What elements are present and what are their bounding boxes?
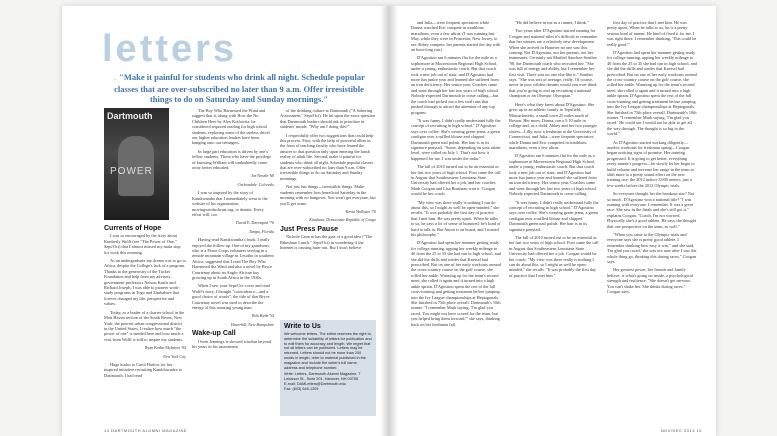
letter-paragraph: Huge kudos to Carol Harlow for her inspired initiative recruiting Kamblawadza to Dartmouth. I had read (104, 361, 183, 378)
article-paragraph: D'Agostino ran 6 minutes flat for the mile as a sophomore at Moorestown Regional High School, under a young, enthusiastic coach. But that coach took a new job out of state, and D'Agostino had more fun junior year and learned she suffered from an iron deficiency. Her senior year, Coaches came and went through her last two years of high school. Nobody expected Dartmouth to come calling—but the coach had picked out a few trial runs that pushed through to attract the attention of any top program. (411, 55, 500, 115)
letter-paragraph: Today, as a leader of a charter school in the Mott Haven section of the South Bronx, New York, the poorest urban congressional district in the United States, I realize how much "the power of one" is needed here and how much a visit from Wolff is still to inspire my students. (104, 309, 185, 342)
letter-paragraph: of the drinking culture at Dartmouth ("A Sobering Assessment," Sept/Oct). He hit upon the exact question that Dartmouth leaders should ask to prioritize in students' minds: "Why am I doing this?" (280, 108, 376, 130)
pull-quote-text: "Make it painful for students who drink all night. Schedule popular classes that are over-subscribed no later than 9 a.m. Offer irresistible things to do on Saturday and Sunday mornings." (114, 72, 365, 104)
pull-quote (104, 72, 374, 104)
heading-just-press-pause: Just Press Pause (280, 225, 338, 233)
write-to-us-address: Write: Letters, Dartmouth Alumni Magazine, 7 Lebanon St., Suite 201, Hanover, NH 03755 (284, 372, 361, 382)
heading-wake-up-call: Wake-up Call (192, 330, 236, 338)
article-paragraph: "He did believe in me as a runner, I think." (515, 20, 589, 25)
article-column-3 (607, 20, 697, 298)
letter-location: Tampa, Florida (249, 228, 274, 234)
article-paragraph: The fall of 2010 turned out to be an essential as her last two years of high school. First came the call in August that Southeastern Louisiana State University had offered her a job. Coogan would be her coach. "My view was there really is nothing I can do about this, so I might as well be open-minded," she recalls. "It was probably the first day of practice that I met him." (509, 235, 599, 278)
pull-quote-author: — (113, 76, 120, 81)
cover-thumbnail-image (104, 108, 169, 220)
cover-masthead: Dartmouth (107, 111, 153, 121)
article-paragraph: D'Agostino had spent her summer getting ready for college running, upping her weekly mileage to 40 from the 25 to 35 she had run in high school, and she did the drills and strides that Kneisel had prescribed. But on one of her early workouts around the cross-country course on the golf course, she rolled her ankle. Warming up for the team's second meet, she rolled it again and it turned into a high ankle sprain. D'Agostino spent the rest of the fall cross-training and getting treatment before jumping into the Ivy League championships at Heptagonals. She finished in 75th place overall. Dartmouth's 10th runner. "I remember Mark saying, 'I'm glad you raced.' He could see I would not be able to get all the way through. The thought is so big in the world." (607, 50, 697, 137)
article-paragraph: "It was funny. I didn't really understand fully the concept of recruiting in high school," D'Agostino says over coffee. She's wearing green jeans, a green cardigan over a ruffled blouse and chipped Dartmouth green nail polish. Her hair is in its signature ponytail. "Some, depending on your talent level, were called on July 1. That's not how it happened for me. I was under the radar." (411, 117, 501, 161)
left-folio: 14 DARTMOUTH ALUMNI MAGAZINE (104, 428, 188, 433)
magazine-spread (62, 6, 716, 436)
article-paragraph: Here's what they knew about D'Agostino: She grew up in an athletic family in Topsfield, Massachusetts, a small town 25 miles north of Boston. Her mom, Donna, ran a 5:10 mile in college and, as a child, Abbey and her two younger sisters—Lilly, now a freshman at the University of Connecticut, and Julia—were frequent spectators while Donna and Eric competed in triathlons, marathons, even a few ultras. (509, 101, 597, 150)
letter-location: Haverhill, New Hampshire (231, 321, 274, 327)
letter-paragraph: I was so encouraged by the story about Kimberly Wolff (see "The Power of One," Sept/Oct) that I almost missed my main stop for work this morning. (104, 233, 181, 255)
letter-signature: Kevin Hollister '70 (345, 208, 376, 214)
article-paragraph: D'Agostino had spent her summer getting ready for college running, upping her weekly mileage to 40 from the 25 to 35 she had run in high school, and she did the drills and strides that Kneisel had prescribed. But on one of her early workouts around the cross-country course on the golf course, she rolled her ankle. Warming up for the team's second meet, she rolled it again and it turned into a high ankle sprain. D'Agostino spent the rest of the fall cross-training and getting treatment before jumping into the Ivy League championships at Heptagonals. She finished in 75th place overall. Dartmouth's 10th runner. "I remember Mark saying, 'I'm glad you raced. You might not have scored for the team, but you helped bring them forward,'" she says, thinking back on her freshman fall. (411, 240, 501, 327)
write-to-us-box (280, 320, 376, 416)
article-paragraph: first day of practice that I met him. He was pretty upset. When he talks to us, he is a pretty serious kind of runner. He kind of fixed it for me. I was right there. I remember thinking, 'This could be really good.'" (607, 20, 697, 47)
letter-signature: Bob Hyde '54 (251, 313, 274, 319)
article-column-1 (411, 20, 501, 330)
letter-location: Carbondale, Colorado (237, 181, 274, 187)
right-page (389, 6, 716, 436)
letter-paragraph: Owen Jennings is showed wisdom beyond his years in his assessment (192, 338, 271, 350)
write-to-us-email: E-mail: DAMLetters@Dartmouth.edu (284, 381, 346, 386)
letter-location: Kinshasa, Democratic Republic of Congo (309, 217, 376, 223)
write-to-us-title: Write to Us (284, 323, 321, 330)
letter-paragraph: As an undergraduate my dream was to go to Africa, despite the College's lack of a program. Thanks to the generosity of the Tucker Foundation and help from my advisers, government professors Nelson Kasfir and Richard Joseph, I was able to pioneer work-study programs in Togo and Zimbabwe that forever changed my life, perspective and values. (104, 258, 186, 307)
article-paragraph: "My view was there really is nothing I can do about this, so I might as well be open-minded," she recalls. "It was probably the first day of practice that I met him. He was pretty upset. When he talks to us, he says a lot of sense of humored, he's kind of hard to talk to. But Anton is on board, and I trusted his philosophy." (411, 199, 501, 238)
article-paragraph: Two years after D'Agostino started running for Coogan and national titles it's difficult to remember that her winters are a relatively new development. When she arrived in Hanover no one saw this coming. Not D'Agostino, not her parents, not her teammates. Certainly not Maribel Sanchez-Souther '98, the Dartmouth coach who recruited her. "She was full of energy and ability, but I remember her first visit. There was no one else like it," Souther says. "She was sort of average, really. Of course, never in your wildest dreams would you ever think that you're going to end up recruiting a national champion or an Olympic Olympian." (509, 28, 598, 99)
article-paragraph: "It was funny. I didn't really understand fully the concept of recruiting in high school," D'Agostino says over coffee. She's wearing green jeans, a green cardigan over a ruffled blouse and chipped Dartmouth green nail polish. Her hair is in its signature ponytail. (509, 199, 599, 232)
letter-location: New York City (163, 353, 186, 359)
spread-gutter (380, 6, 398, 436)
letters-column-2 (192, 108, 274, 352)
letter-paragraph: The Boy Who Harnessed the Wind and suggest that it, along with How the No Children Here by Alex Kotlowitz, be considered required reading for high school students, replacing some of the useless drivel our higher education leaders have been banging onto our teenagers. (192, 108, 270, 146)
article-paragraph: D'Agostino ran 6 minutes flat for the mile as a sophomore at Moorestown Regional High School, under a young, enthusiastic coach. But that coach took a new job out of state, and D'Agostino had more fun junior year and learned she suffered from an iron deficiency. Her senior year, Coaches came and went through her last two years of high school. Nobody expected Dartmouth to come calling. (509, 153, 598, 197)
letter-paragraph: In large part education is driven by one's fellow students. Those who have the privilege of knowing William will undoubtedly come away better educated. (192, 148, 272, 171)
letter-paragraph: I respectfully offer two suggestions that could help this process. First, with the help of powerful allies in the form of teaching faculty who have leaned the answer to that question only upon entering the harsh reality of adult life. Second, make it painful for students who drink all night. Schedule popular classes that are over-subscribed no later than 9 a.m. Offer irresistible things to do on Saturday and Sunday mornings. (280, 132, 374, 181)
letters-column-1 (104, 222, 186, 381)
letter-paragraph: Having read Kamkwamba's book, I really enjoyed the follow-up. One of my grandsons, who is a Peace Corps volunteer serving in a remote mountain village in Lesotho in southern Africa, suggested that I read The Boy Who Harnessed the Wind and also a novel by Bryce Courtenay about an Anglo-African boy growing up in South Africa in the 1930s. (192, 237, 274, 280)
letter-signature: Joe Nesele '68 (251, 173, 274, 179)
article-paragraph: Her greatest power, her friends and family believe, is what's going on inside, a psychological strength and resilience. "She doesn't get nervous. You can't shake her. She thinks during races," Coogan says. (607, 267, 693, 295)
letter-paragraph: Not just fun things—irresistible things. Make students remember how beneficial Saturday in the morning with no hangover. You won't get everyone, but you'll get some. (280, 184, 376, 206)
article-paragraph: and Julia—were frequent spectators while Donna watched Eric compete in triathlons, marathons, even a few ultras. (I was running last May, while they were in Princeton, New Jersey, to see Abbey compete, her parents started the day with an hour-long run.) (411, 20, 501, 53)
article-column-2 (509, 20, 599, 281)
cover-headline: POWER (110, 166, 153, 177)
letter-paragraph: Nichole Cann to has the guts of a good idea ("The Bikeshare Lunch," Sept/Oct) in wondering if the Internet is causing burn-out. But I don't believe (280, 234, 372, 250)
write-to-us-fax: Fax: (603) 646-1209 (284, 386, 319, 391)
letters-column-3 (280, 108, 376, 253)
write-to-us-body: We welcome letters. The editor reserves the right to determine the suitability of letters for publication and to edit them for accuracy and length. We regret that not all letters can be published. Letters may be returned. Letters should not be more than 200 words in length, refer to material published in the magazine and include the writer's full name, address and telephone number. (284, 332, 372, 370)
article-paragraph: The fall of 2010 turned out to be an essential as her last two years of high school. First came the call in August that Southeastern Louisiana State University had offered her a job, and her coaches Mark Coogan and Lisa Brasheau won it. Coogan would be her coach. (411, 164, 501, 197)
article-paragraph: As D'Agostino started working diligently—aerobic workouts for freshman spring—Coogan began noticing signs of promise. Her training progressed. It is going to get better, everything every runner's progress—he slowly let her begin to build volume and increase her range in the team to shift more to a pretty sound effort on the new training rise: the 2012 indoor 3,000 meters, just a few weeks before the 2012 Olympic trials. (607, 139, 695, 188)
section-title: letters (102, 28, 238, 70)
right-folio: NOV/DEC 2013 15 (660, 428, 702, 433)
letter-paragraph: I was so inspired by the story of Kamkwamba that I immediately went to the website of his organization, movingwindsoftrust.org, to donate. Every effort will, too. (192, 190, 268, 217)
article-paragraph: So everyone thought her the breakout star? Not so much. D'Agostino won a national title? "I was running with everyone. I remember. It was a great race. She saw in the finals and she's still got it," explains Coogan. "Coach, I'm not worried. Physically she's a good athlete. He says she thought that one perspective on the team, as well." (607, 191, 696, 229)
heading-currents-of-hope: Currents of Hope (104, 225, 162, 232)
letter-signature: Ryan Kerlin McIntyre '94 (144, 345, 186, 351)
left-page (62, 6, 389, 436)
letter-paragraph: When I saw your Sept/Oct cover and read Wolff's story, I thought "coincidence—and a good choice of words", the title of that Bryce Courtenay novel was used to describe the energy of this amazing young man. (192, 283, 270, 310)
letter-signature: David E. Davenport '76 (236, 220, 274, 226)
article-paragraph: "When you came to the Olympic trials and everyone says she is pretty good athlete, I remember thinking how easy it was," and she said, 'I'm glad you raced,' she was not sure after I saw the whole thing go, thinking this during races," Coogan says. (607, 232, 697, 265)
